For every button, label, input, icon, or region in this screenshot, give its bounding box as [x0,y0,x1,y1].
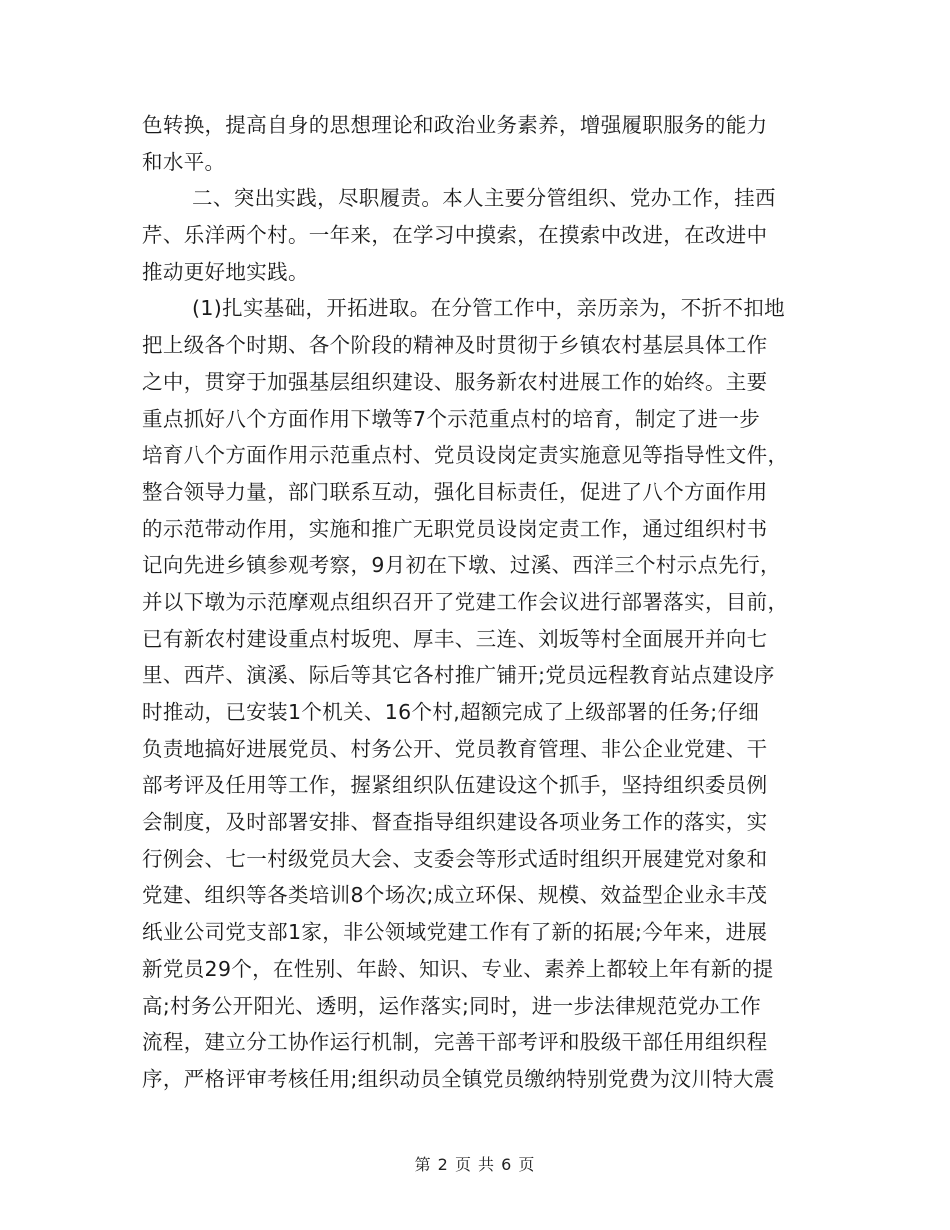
text-line: 会制度，及时部署安排、督查指导组织建设各项业务工作的落实，实 [142,810,768,835]
text-line: 已有新农村建设重点村坂兜、厚丰、三连、刘坂等村全面展开并向七 [142,626,768,651]
text-line: 新党员29个，在性别、年龄、知识、专业、素养上都较上年有新的提 [142,956,774,981]
text-line: 时推动，已安装1个机关、16个村,超额完成了上级部署的任务;仔细 [142,700,760,724]
text-line: 并以下墩为示范摩观点组织召开了党建工作会议进行部署落实，目前， [142,589,789,614]
text-line: 色转换，提高自身的思想理论和政治业务素养，增强履职服务的能力 [142,113,768,137]
text-line: 把上级各个时期、各个阶段的精神及时贯彻于乡镇农村基层具体工作 [142,333,768,358]
text-line: 行例会、七一村级党员大会、支委会等形式适时组织开展建党对象和 [142,846,768,871]
text-line: 培育八个方面作用示范重点村、党员设岗定责实施意见等指导性文件， [142,443,789,468]
text-line: 整合领导力量，部门联系互动，强化目标责任，促进了八个方面作用 [142,479,768,504]
text-line: 党建、组织等各类培训8个场次;成立环保、规模、效益型企业永丰茂 [142,883,768,908]
text-line: 纸业公司党支部1家，非公领域党建工作有了新的拓展;今年来，进展 [142,920,768,945]
text-line: 记向先进乡镇参观考察，9月初在下墩、过溪、西洋三个村示点先行， [142,553,781,578]
paragraph-start-line: 二、突出实践，尽职履责。本人主要分管组织、党办工作，挂西 [192,186,776,211]
text-line: 芹、乐洋两个村。一年来，在学习中摸索，在摸索中改进，在改进中 [142,223,768,248]
page-number-footer: 第 2 页 共 6 页 [414,1155,536,1174]
text-line: 高;村务公开阳光、透明，运作落实;同时，进一步法律规范党办工作 [142,993,762,1018]
document-body [142,107,810,1098]
text-line: 和水平。 [142,149,226,174]
text-line: 的示范带动作用，实施和推广无职党员设岗定责工作，通过组织村书 [142,516,768,541]
text-line: 序，严格评审考核任用;组织动员全镇党员缴纳特别党费为汶川特大震 [142,1066,775,1091]
text-line: 推动更好地实践。 [142,259,309,284]
text-line: 重点抓好八个方面作用下墩等7个示范重点村的培育，制定了进一步 [142,406,761,431]
text-line: 负责地搞好进展党员、村务公开、党员教育管理、非公企业党建、干 [142,736,768,761]
text-line: 之中，贯穿于加强基层组织建设、服务新农村进展工作的始终。主要 [142,369,768,394]
text-line: 部考评及任用等工作，握紧组织队伍建设这个抓手，坚持组织委员例 [142,773,768,798]
text-line: 里、西芹、演溪、际后等其它各村推广铺开;党员远程教育站点建设序 [142,663,775,688]
text-line: 流程，建立分工协作运行机制，完善干部考评和股级干部任用组织程 [142,1030,768,1055]
paragraph-start-line: (1)扎实基础，开拓进取。在分管工作中，亲历亲为，不折不扣地 [192,296,786,321]
